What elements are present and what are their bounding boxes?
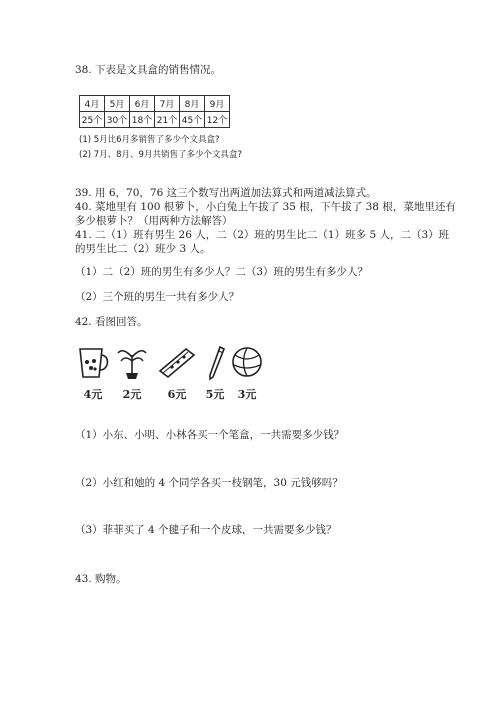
cup-icon: [76, 343, 110, 383]
sales-cell: 25个: [80, 112, 105, 128]
q42-sub1: （1）小东、小明、小林各买一个笔盒，一共需要多少钱？: [75, 429, 345, 441]
q41-sub2: （2）三个班的男生一共有多少人？: [75, 291, 240, 303]
q41-line1: 41. 二（1）班有男生 26 人，二（2）班的男生比二（1）班多 5 人，二（3）班: [75, 229, 450, 241]
pen-item: [198, 343, 232, 405]
ball-icon: [230, 343, 264, 383]
price-label: 2元: [122, 388, 142, 401]
pencil-box-item: [156, 343, 198, 405]
price-label: 6元: [167, 388, 187, 401]
q40-line2: 多少根萝卜？（用两种方法解答）: [75, 215, 233, 227]
month-cell: 7月: [155, 96, 180, 112]
sales-cell: 21个: [155, 112, 180, 128]
q43-title: 43. 购物。: [75, 573, 127, 585]
pen-icon: [198, 343, 232, 383]
price-pictures: [76, 343, 266, 405]
q42-sub3: （3）菲菲买了 4 个毽子和一个皮球，一共需要多少钱？: [75, 524, 337, 536]
sales-cell: 18个: [130, 112, 155, 128]
plant-item: [115, 343, 149, 405]
month-cell: 8月: [180, 96, 205, 112]
sales-cell: 30个: [105, 112, 130, 128]
plant-icon: [115, 343, 149, 383]
month-cell: 5月: [105, 96, 130, 112]
sales-cell: 12个: [205, 112, 230, 128]
cup-item: [76, 343, 110, 405]
q38-title: 38. 下表是文具盒的销售情况。: [75, 64, 222, 76]
table-row: [80, 96, 230, 112]
q38-sub1: (1) 5月比6月多销售了多少个文具盒?: [79, 135, 220, 145]
month-cell: 9月: [205, 96, 230, 112]
q42-sub2: （2）小红和她的 4 个同学各买一枝钢笔，30 元钱够吗？: [75, 477, 343, 489]
q38-sub2: (2) 7月、8月、9月共销售了多少个文具盒?: [79, 150, 242, 160]
sales-cell: 45个: [180, 112, 205, 128]
month-cell: 6月: [130, 96, 155, 112]
price-label: 5元: [205, 388, 225, 401]
pencil-box-icon: [156, 343, 198, 383]
sales-table: [79, 95, 230, 128]
q40-line1: 40. 菜地里有 100 根萝卜，小白兔上午拔了 35 根，下午拔了 38 根，菜地里还有: [75, 201, 456, 213]
q39-text: 39. 用 6，70，76 这三个数写出两道加法算式和两道减法算式。: [75, 187, 377, 199]
q42-title: 42. 看图回答。: [75, 316, 148, 328]
price-label: 3元: [237, 388, 257, 401]
ball-item: [230, 343, 264, 405]
q41-line2: 的男生比二（2）班少 3 人。: [75, 243, 211, 255]
table-row: [80, 112, 230, 128]
q41-sub1: （1）二（2）班的男生有多少人？二（3）班的男生有多少人？: [75, 266, 369, 278]
price-label: 4元: [83, 388, 103, 401]
month-cell: 4月: [80, 96, 105, 112]
